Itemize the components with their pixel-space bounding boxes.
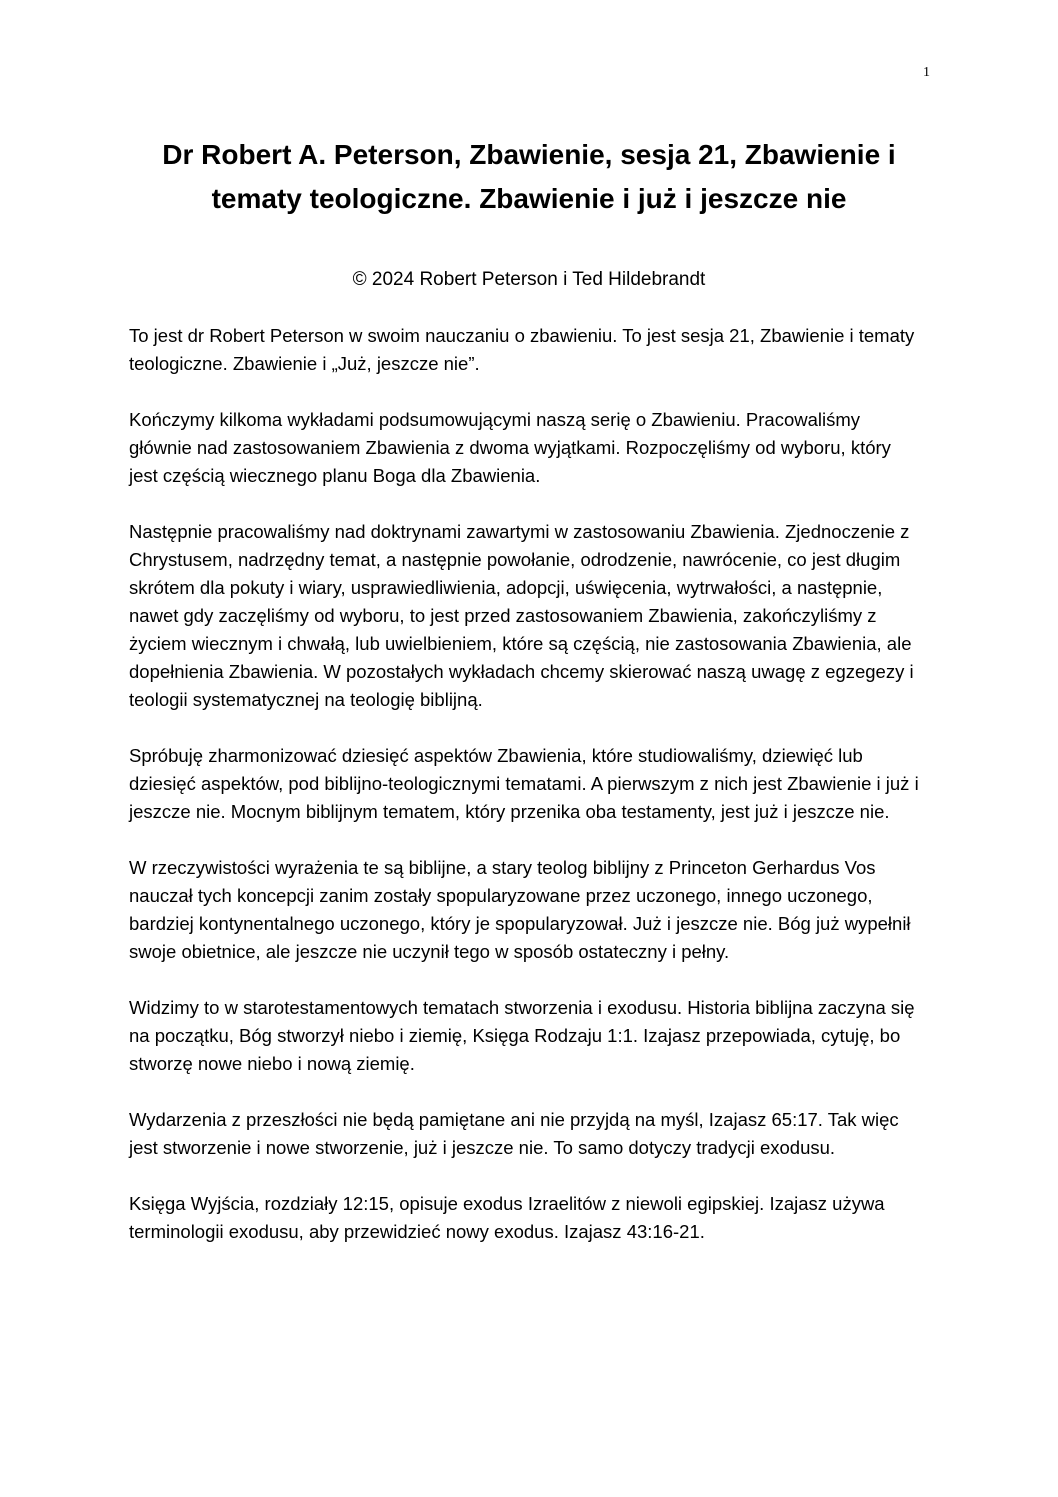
paragraph: Spróbuję zharmonizować dziesięć aspektów Zbawienia, które studiowaliśmy, dziewięć lub dziesięć aspektów, pod biblijno-teologicznymi tematami. A pierwszym z nich jest Zbawienie i już i jeszcze nie. Mocnym biblijnym tematem, który przenika oba testamenty, jest już i jeszcze nie.	[129, 745, 919, 822]
paragraph: Księga Wyjścia, rozdziały 12:15, opisuje exodus Izraelitów z niewoli egipskiej. Izajasz używa terminologii exodusu, aby przewidzieć nowy exodus. Izajasz 43:16-21.	[129, 1193, 885, 1242]
paragraph: Kończymy kilkoma wykładami podsumowującymi naszą serię o Zbawieniu. Pracowaliśmy głównie nad zastosowaniem Zbawienia z dwoma wyjątkami. Rozpoczęliśmy od wyboru, który jest częścią wiecznego planu Boga dla Zbawienia.	[129, 409, 891, 486]
copyright-line: © 2024 Robert Peterson i Ted Hildebrandt	[352, 269, 706, 290]
paragraph: Wydarzenia z przeszłości nie będą pamiętane ani nie przyjdą na myśl, Izajasz 65:17. Tak więc jest stworzenie i nowe stworzenie, już i jeszcze nie. To samo dotyczy tradycji exodusu.	[129, 1109, 899, 1158]
document-title: Dr Robert A. Peterson, Zbawienie, sesja 21, Zbawienie i tematy teologiczne. Zbawienie i już i jeszcze nie	[162, 139, 896, 214]
paragraph: Następnie pracowaliśmy nad doktrynami zawartymi w zastosowaniu Zbawienia. Zjednoczenie z Chrystusem, nadrzędny temat, a następnie powołanie, odrodzenie, nawrócenie, co jest długim skrótem dla pokuty i wiary, usprawiedliwienia, adopcji, uświęcenia, wytrwałości, a następnie, nawet gdy zaczęliśmy od wyboru, to jest przed zastosowaniem Zbawienia, zakończyliśmy z życiem wiecznym i chwałą, lub uwielbieniem, które są częścią, nie zastosowania Zbawienia, ale dopełnienia Zbawienia. W pozostałych wykładach chcemy skierować naszą uwagę z egzegezy i teologii systematycznej na teologię biblijną.	[129, 521, 914, 710]
page-number: 1	[923, 65, 930, 80]
paragraph: Widzimy to w starotestamentowych tematach stworzenia i exodusu. Historia biblijna zaczyna się na początku, Bóg stworzył niebo i ziemię, Księga Rodzaju 1:1. Izajasz przepowiada, cytuję, bo stworzę nowe niebo i nową ziemię.	[129, 997, 915, 1074]
paragraph: W rzeczywistości wyrażenia te są biblijne, a stary teolog biblijny z Princeton Gerhardus Vos nauczał tych koncepcji zanim zostały spopularyzowane przez uczonego, innego uczonego, bardziej kontynentalnego uczonego, który je spopularyzował. Już i jeszcze nie. Bóg już wypełnił swoje obietnice, ale jeszcze nie uczynił tego w sposób ostateczny i pełny.	[129, 857, 911, 962]
paragraph: To jest dr Robert Peterson w swoim nauczaniu o zbawieniu. To jest sesja 21, Zbawienie i tematy teologiczne. Zbawienie i „Już, jeszcze nie”.	[129, 325, 915, 374]
document-body	[129, 322, 919, 1274]
